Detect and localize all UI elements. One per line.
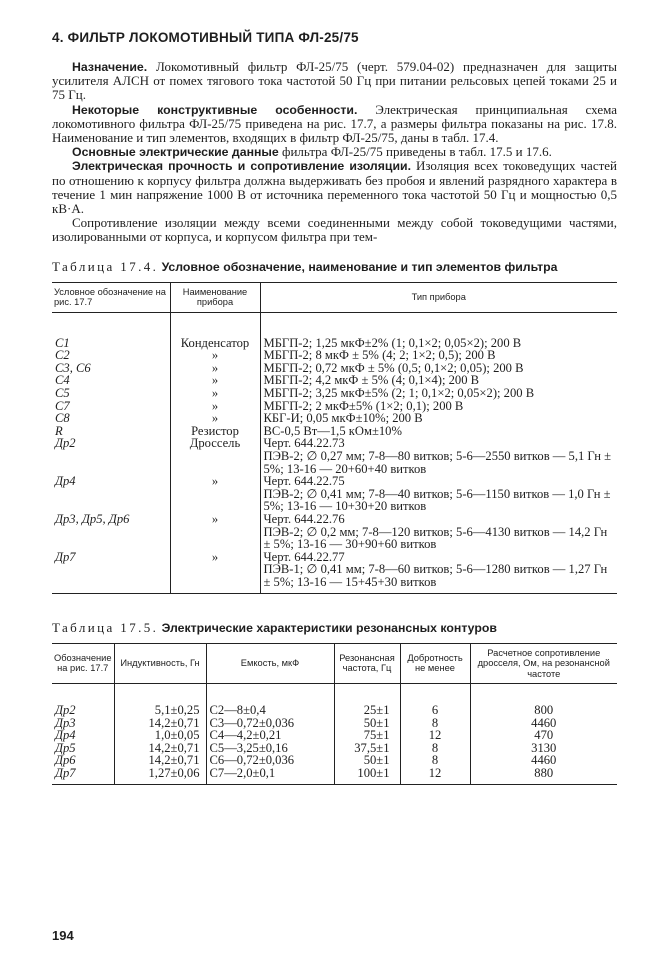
frequency-cell: 50±1	[334, 754, 400, 767]
paragraph-heading: Основные электрические данные	[72, 145, 279, 160]
designation-cell: Др5	[55, 740, 76, 755]
table-17-4-title: Условное обозначение, наименование и тип элементов фильтра	[161, 259, 558, 274]
type-line: ПЭВ-2; ∅ 0,2 мм; 7-8—120 витков; 5-6—4130 витков — 14,2 Гн ± 5%; 13-16 — 30+90+60 витков	[263, 524, 608, 552]
table-17-4-label: Таблица 17.4.	[52, 258, 159, 274]
page-number: 194	[52, 928, 74, 943]
table-row	[52, 717, 617, 730]
designation-cell: Др2	[55, 436, 76, 451]
paragraph-heading: Некоторые конструктивные особенности.	[72, 102, 358, 117]
name-cell: »	[170, 551, 260, 593]
type-cell	[260, 551, 617, 593]
name-cell: Дроссель	[170, 437, 260, 475]
page	[52, 30, 617, 785]
frequency-cell: 100±1	[334, 767, 400, 784]
type-cell	[260, 437, 617, 475]
header-name: Наименование прибора	[170, 282, 260, 312]
table-17-4-caption	[52, 259, 617, 275]
resistance-cell: 880	[470, 767, 617, 784]
paragraph-text: фильтра ФЛ-25/75 приведены в табл. 17.5 и 17.6.	[278, 144, 552, 160]
designation-cell: Др4	[55, 728, 76, 743]
type-line: МБГП-2; 8 мкФ ± 5% (4; 2; 1×2; 0,5); 200 В	[263, 348, 496, 363]
designation-cell: R	[55, 423, 63, 438]
type-line: Черт. 644.22.77	[263, 549, 345, 564]
type-cell	[260, 475, 617, 513]
name-cell: Конденсатор	[170, 312, 260, 349]
table-row	[52, 729, 617, 742]
designation-cell: C8	[55, 411, 70, 426]
table-row	[52, 767, 617, 784]
paragraph-heading: Назначение.	[72, 60, 148, 74]
paragraph	[52, 103, 617, 146]
name-cell: Резистор	[170, 425, 260, 438]
type-line: ПЭВ-1; ∅ 0,41 мм; 7-8—60 витков; 5-6—1280 витков — 1,27 Гн ± 5%; 13-16 — 15+45+30 витков	[263, 562, 608, 589]
table-17-4-header	[52, 282, 617, 312]
paragraph-text: Электрическая принципиальная схема локомотивного фильтра ФЛ-25/75 приведена на рис. 17.7, а размеры фильтра показаны на рис. 17.8. Наименование и тип элементов, входящих в фильтр ФЛ-25/75, даны в табл. 17.4.	[52, 101, 617, 146]
type-line: Черт. 644.22.75	[263, 474, 345, 489]
paragraph-text: Изоляция всех токоведущих частей по отношению к корпусу фильтра должна выдерживать без пробоя и явлений разрядного характера в течение 1 мин напряжение 1000 В от источника переменного тока частотой 50 Гц и мощностью 0,5 кВ·А.	[52, 158, 617, 217]
table-row	[52, 437, 617, 475]
table-row	[52, 513, 617, 551]
name-cell: »	[170, 349, 260, 362]
type-line: МБГП-2; 3,25 мкФ±5% (2; 1; 0,1×2; 0,05×2); 200 В	[263, 386, 535, 401]
table-row	[52, 551, 617, 593]
type-cell	[260, 513, 617, 551]
frequency-cell: 37,5±1	[334, 742, 400, 755]
designation-cell: C4	[55, 373, 70, 388]
header-type: Тип прибора	[260, 282, 617, 312]
designation-cell: Др6	[55, 753, 76, 768]
quality-cell: 6	[400, 684, 470, 717]
frequency-cell: 50±1	[334, 717, 400, 730]
table-row	[52, 312, 617, 349]
type-line: МБГП-2; 2 мкФ±5% (1×2; 0,1); 200 В	[263, 398, 464, 413]
table-row	[52, 754, 617, 767]
resistance-cell: 800	[470, 684, 617, 717]
section-title: 4. ФИЛЬТР ЛОКОМОТИВНЫЙ ТИПА ФЛ-25/75	[52, 30, 359, 45]
header-quality-factor: Добротность не менее	[400, 643, 470, 684]
table-row	[52, 684, 617, 717]
designation-cell: Др4	[55, 474, 76, 489]
type-line: МБГП-2; 1,25 мкФ±2% (1; 0,1×2; 0,05×2); 200 В	[263, 335, 522, 350]
name-cell: »	[170, 374, 260, 387]
designation-cell: C5	[55, 386, 70, 401]
resistance-cell: 470	[470, 729, 617, 742]
table-17-5-label: Таблица 17.5.	[52, 619, 159, 635]
capacitance-cell: C7—2,0±0,1	[206, 767, 334, 784]
name-cell: »	[170, 475, 260, 513]
body-text	[52, 60, 617, 245]
quality-cell: 12	[400, 767, 470, 784]
type-cell	[260, 387, 617, 400]
type-line: КБГ-И; 0,05 мкФ±10%; 200 В	[263, 411, 423, 426]
type-line: ПЭВ-2; ∅ 0,27 мм; 7-8—80 витков; 5-6—2550 витков — 5,1 Гн ± 5%; 13-16 — 20+60+40 витков	[263, 448, 612, 476]
header-resistance: Расчетное сопротивление дросселя, Ом, на резонансной частоте	[470, 643, 617, 684]
table-17-4	[52, 282, 617, 594]
paragraph	[52, 216, 617, 244]
type-cell	[260, 412, 617, 425]
type-line: Черт. 644.22.73	[263, 436, 345, 451]
inductance-cell: 14,2±0,71	[114, 717, 206, 730]
inductance-cell: 5,1±0,25	[114, 684, 206, 717]
designation-cell: Др3	[55, 715, 76, 730]
header-resonant-frequency: Резонансная частота, Гц	[334, 643, 400, 684]
header-capacitance: Емкость, мкФ	[206, 643, 334, 684]
designation-cell: C3, C6	[55, 360, 91, 375]
designation-cell: Др7	[55, 765, 76, 780]
capacitance-cell: C3—0,72±0,036	[206, 717, 334, 730]
designation-cell: C7	[55, 398, 70, 413]
frequency-cell: 75±1	[334, 729, 400, 742]
name-cell: »	[170, 412, 260, 425]
name-cell: »	[170, 400, 260, 413]
designation-cell: Др7	[55, 549, 76, 564]
table-row	[52, 475, 617, 513]
capacitance-cell: C6—0,72±0,036	[206, 754, 334, 767]
resistance-cell: 3130	[470, 742, 617, 755]
inductance-cell: 1,27±0,06	[114, 767, 206, 784]
type-line: Черт. 644.22.76	[263, 511, 345, 526]
inductance-cell: 1,0±0,05	[114, 729, 206, 742]
frequency-cell: 25±1	[334, 684, 400, 717]
table-17-5-caption	[52, 620, 617, 636]
table-17-5	[52, 643, 617, 785]
type-line: МБГП-2; 0,72 мкФ ± 5% (0,5; 0,1×2; 0,05); 200 В	[263, 360, 524, 375]
paragraph	[52, 159, 617, 216]
quality-cell: 8	[400, 717, 470, 730]
table-17-5-title: Электрические характеристики резонансных контуров	[161, 620, 497, 635]
paragraph-text: Сопротивление изоляции между всеми соединенными между собой токоведущими частями, изолированными от корпуса, и корпусом фильтра при тем-	[52, 215, 617, 245]
capacitance-cell: C2—8±0,4	[206, 684, 334, 717]
designation-cell: Др3, Др5, Др6	[55, 511, 130, 526]
type-cell	[260, 349, 617, 362]
header-inductance: Индуктивность, Гн	[114, 643, 206, 684]
type-cell	[260, 312, 617, 349]
resistance-cell: 4460	[470, 717, 617, 730]
quality-cell: 12	[400, 729, 470, 742]
name-cell: »	[170, 362, 260, 375]
name-cell: »	[170, 387, 260, 400]
paragraph-text: Локомотивный фильтр ФЛ-25/75 (черт. 579.04-02) предназначен для защиты усилителя АЛСН от помех тягового тока частотой 50 Гц при питании рельсовых цепей токами 25 и 75 Гц.	[52, 59, 617, 103]
type-line: ВС-0,5 Вт—1,5 кОм±10%	[263, 423, 402, 438]
table-row	[52, 387, 617, 400]
inductance-cell: 14,2±0,71	[114, 754, 206, 767]
table-row	[52, 349, 617, 362]
header-designation: Условное обозначение на рис. 17.7	[54, 286, 166, 308]
paragraph	[52, 60, 617, 103]
table-row	[52, 412, 617, 425]
table-17-5-header	[52, 643, 617, 684]
quality-cell: 8	[400, 754, 470, 767]
designation-cell: C2	[55, 348, 70, 363]
inductance-cell: 14,2±0,71	[114, 742, 206, 755]
paragraph	[52, 145, 617, 159]
paragraph-heading: Электрическая прочность и сопротивление изоляции.	[72, 159, 412, 174]
resistance-cell: 4460	[470, 754, 617, 767]
designation-cell: C1	[55, 335, 70, 350]
designation-cell: Др2	[55, 703, 76, 718]
name-cell: »	[170, 513, 260, 551]
quality-cell: 8	[400, 742, 470, 755]
type-line: ПЭВ-2; ∅ 0,41 мм; 7-8—40 витков; 5-6—1150 витков — 1,0 Гн ± 5%; 13-16 — 10+30+20 витков	[263, 486, 611, 514]
header-designation: Обозначение на рис. 17.7	[54, 652, 112, 674]
capacitance-cell: C5—3,25±0,16	[206, 742, 334, 755]
capacitance-cell: C4—4,2±0,21	[206, 729, 334, 742]
type-line: МБГП-2; 4,2 мкФ ± 5% (4; 0,1×4); 200 В	[263, 373, 480, 388]
